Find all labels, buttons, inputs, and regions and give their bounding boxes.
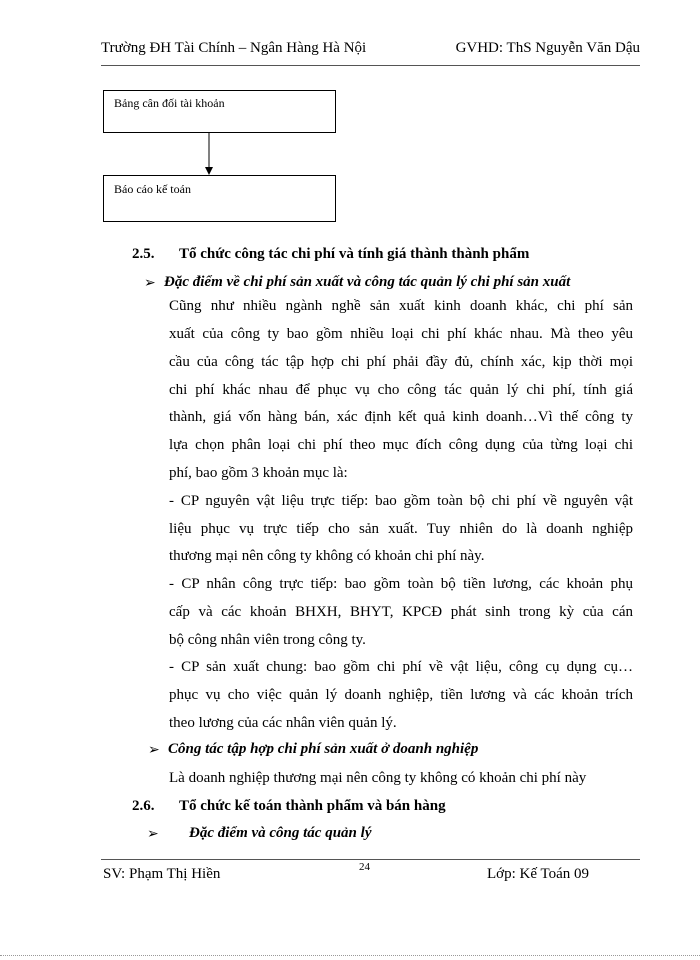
flow-box-trial-balance — [103, 90, 336, 133]
paragraph-line: Cũng như nhiều ngành nghề sản xuất kinh doanh khác, chi phí sản — [169, 298, 633, 314]
footer-student: SV: Phạm Thị Hiền — [103, 866, 221, 882]
flow-arrow-down-icon — [204, 132, 214, 176]
arrow-bullet-icon: ➢ — [148, 743, 160, 758]
header-school: Trường ĐH Tài Chính – Ngân Hàng Hà Nội — [101, 40, 367, 56]
header-instructor: GVHD: ThS Nguyễn Văn Dậu — [455, 40, 640, 56]
section-title-2-6: Tổ chức kế toán thành phẩm và bán hàng — [179, 798, 446, 814]
section-number-2-6: 2.6. — [132, 798, 155, 814]
subheading-cost-features: Đặc điểm về chi phí sản xuất và công tác quản lý chi phí sản xuất — [164, 274, 571, 290]
paragraph-line: theo lương của các nhân viên quản lý. — [169, 715, 397, 731]
paragraph-line: phục vụ cho việc quản lý doanh nghiệp, tiền lương và các khoản trích — [169, 687, 633, 703]
footer-class: Lớp: Kế Toán 09 — [487, 866, 590, 882]
paragraph-line: cấp và các khoản BHXH, BHYT, KPCĐ phát sinh trong kỳ của cán — [169, 604, 633, 620]
subheading-product-features: Đặc điểm và công tác quản lý — [189, 825, 372, 841]
section-number-2-5: 2.5. — [132, 246, 155, 262]
paragraph-line: xuất của công ty bao gồm nhiều loại chi phí khác nhau. Mà theo yêu — [169, 326, 633, 342]
flow-box-financial-report — [103, 175, 336, 222]
paragraph-line: thương mại nên công ty không có khoản chi phí này. — [169, 548, 485, 564]
arrow-bullet-icon: ➢ — [147, 827, 159, 842]
paragraph-line: chi phí khác nhau để phục vụ cho công tác quản lý chi phí, tính giá — [169, 382, 633, 398]
page-header — [101, 40, 640, 62]
flow-box-trial-balance-label: Bảng cân đối tài khoản — [114, 96, 225, 110]
paragraph-line: thành, giá vốn hàng bán, xác định kết quả kinh doanh…Vì thế công ty — [169, 409, 633, 425]
subheading-cost-collection: Công tác tập hợp chi phí sản xuất ở doanh nghiệp — [168, 741, 479, 757]
arrow-bullet-icon: ➢ — [144, 276, 156, 291]
page-bottom-rule — [0, 955, 700, 956]
cost-collection-text: Là doanh nghiệp thương mại nên công ty không có khoản chi phí này — [169, 770, 587, 786]
section-title-2-5: Tổ chức công tác chi phí và tính giá thành thành phẩm — [179, 246, 530, 262]
page-number: 24 — [359, 861, 370, 873]
paragraph-line: - CP sản xuất chung: bao gồm chi phí về vật liệu, công cụ dụng cụ… — [169, 659, 633, 675]
header-rule — [101, 65, 640, 66]
paragraph-line: liệu phục vụ trực tiếp cho sản xuất. Tuy nhiên do là doanh nghiệp — [169, 521, 633, 537]
paragraph-line: - CP nhân công trực tiếp: bao gồm toàn bộ tiền lương, các khoản phụ — [169, 576, 633, 592]
paragraph-line: lựa chọn phân loại chi phí theo mục đích công dụng của từng loại chi — [169, 437, 633, 453]
paragraph-line: bộ công nhân viên trong công ty. — [169, 632, 366, 648]
paragraph-line: - CP nguyên vật liệu trực tiếp: bao gồm toàn bộ chi phí về nguyên vật — [169, 493, 633, 509]
flow-box-financial-report-label: Báo cáo kế toán — [114, 182, 191, 196]
paragraph-line: cầu của công tác tập hợp chi phí phải đầy đủ, chính xác, kịp thời mọi — [169, 354, 633, 370]
paragraph-line: phí, bao gồm 3 khoản mục là: — [169, 465, 348, 481]
footer-rule — [101, 859, 640, 860]
